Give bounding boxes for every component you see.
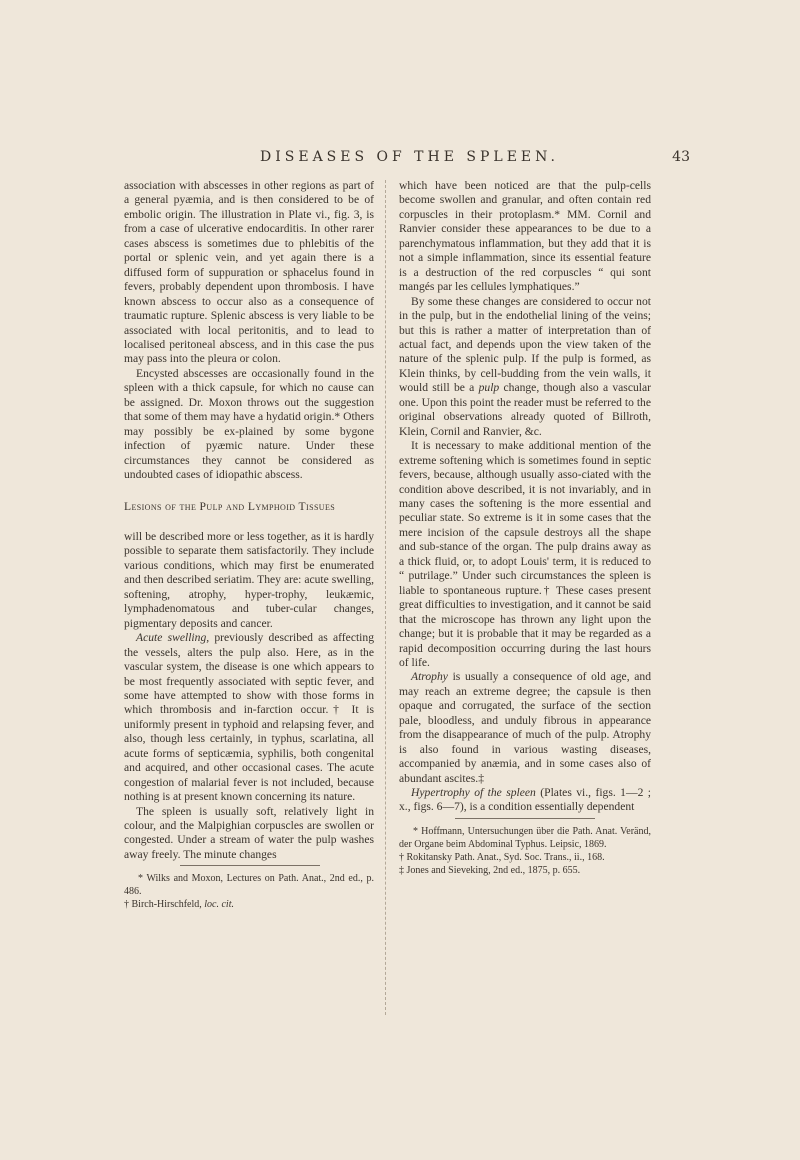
footnote: ‡ Jones and Sieveking, 2nd ed., 1875, p. 655. — [399, 864, 581, 876]
italic-term: Acute swelling, — [136, 631, 210, 645]
italic-term: Atrophy — [411, 670, 448, 684]
page-number: 43 — [672, 149, 690, 165]
paragraph — [399, 295, 651, 440]
paragraph: The spleen is usually soft, relatively light in colour, and the Malpighian corpuscles are swollen or congested. Under a stream of water the pulp washes away freely. The minute changes — [124, 804, 374, 861]
footnote-italic: loc. cit. — [204, 899, 234, 911]
paragraph — [399, 670, 651, 786]
footnote-rule — [455, 818, 595, 819]
footnote-rule — [180, 865, 320, 866]
paragraph — [399, 786, 651, 815]
column-divider — [385, 180, 387, 1015]
footnote-text: † Birch-Hirschfeld, — [124, 899, 205, 911]
running-title: DISEASES OF THE SPLEEN. — [260, 149, 559, 165]
left-column — [124, 179, 374, 911]
paragraph: association with abscesses in other regions as part of a general pyæmia, and is then considered to be of embolic origin. The illustration in Plate vi., fig. 3, is from a case of ulcerative endocarditis. In other rarer cases abscess is sometimes due to phlebitis of the portal or splenic vein, and yet again there is a diffused form of suppuration or sphacelus found in fevers, probably dependent upon thrombosis. I have known abscess to occur also as a consequence of traumatic rupture. Splenic abscess is very liable to be associated with local peritonitis, and to lead to localised peritoneal abscess, and in this case the pus may pass into the pleura or colon. — [124, 179, 374, 366]
paragraph-text: change, though also a vascular one. Upon this point the reader must be referred to the original observations already quoted of Billroth, Klein, Cornil and Ranvier, &c. — [399, 381, 651, 438]
footnote — [124, 898, 374, 911]
paragraph-text: (Plates vi., figs. 1—2 ; x., figs. 6—7), is a condition essentially dependent — [399, 786, 651, 814]
paragraph-text: is usually a consequence of old age, and may reach an extreme degree; the capsule is then opaque and corrugated, the surface of the section pale, bloodless, and unduly fibrous in appearance from the disappearance of much of the pulp. Atrophy is also found in various wasting diseases, accompanied by anæmia, and in some cases also of abundant ascites.‡ — [399, 670, 651, 785]
paragraph: It is necessary to make additional mention of the extreme softening which is sometimes found in septic fevers, because, although usually asso-ciated with the condition above described, it is not invariably, and in many cases the softening is the more essential and peculiar state. So extreme is it in some cases that the mere incision of the capsule destroys all the shape and sub-stance of the organ. The pulp drains away as a thick fluid, or, to adopt Louis' term, it is reduced to “ putrilage.” Under such circumstances the spleen is liable to spontaneous rupture.† These cases present great difficulties to investigation, and it cannot be said that the microscope has thrown any light upon the change; but it is probable that it may be regarded as a rapid decomposition occurring during the last hours of life. — [399, 439, 651, 669]
footnote: * Hoffmann, Untersuchungen über die Path. Anat. Veränd, der Organe beim Abdominal Typhus. Leipsic, 1869. — [399, 825, 651, 850]
paragraph: will be described more or less together, as it is hardly possible to separate them satisfactorily. They include various conditions, which may first be enumerated and then described seriatim. They are: acute swelling, softening, atrophy, hyper-trophy, leukæmic, lymphadenomatous and tuber-cular changes, pigmentary deposits and cancer. — [124, 529, 374, 630]
italic-term: pulp — [478, 381, 500, 395]
paragraph — [124, 631, 374, 804]
paragraph: which have been noticed are that the pulp-cells become swollen and granular, and often contain red corpuscles in their protoplasm.* MM. Cornil and Ranvier consider these appearances to be due to a parenchymatous inflammation, but they add that it is not a simple inflammation, since its essential feature is a destruction of the red corpuscles “ qui sont mangés par les cellules lymphatiques.” — [399, 179, 651, 294]
footnote: * Wilks and Moxon, Lectures on Path. Anat., 2nd ed., p. 486. — [124, 873, 374, 898]
running-header — [120, 149, 690, 169]
italic-term: Hypertrophy of the spleen — [411, 786, 536, 800]
paragraph: Encysted abscesses are occasionally found in the spleen with a thick capsule, for which no cause can be assigned. Dr. Moxon throws out the suggestion that some of them may have a hydatid origin.* Others may possibly be ex-plained by some bygone infection of pyæmic nature. Under these circumstances they cannot be considered as undoubted cases of idiopathic abscess. — [124, 366, 374, 482]
footnote: † Rokitansky Path. Anat., Syd. Soc. Trans., ii., 168. — [399, 851, 605, 863]
right-column — [399, 179, 651, 877]
paragraph-text: previously described as affecting the vessels, alters the pulp also. Here, as in the vascular system, the disease is one which appears to be most frequently associated with septic fever, and some have attempted to show with those forms in which thrombosis and in-farction occur.† It is uniformly present in typhoid and relapsing fever, and also, though less certainly, in typhus, scarlatina, all acute forms of septicæmia, syphilis, both congenital and acquired, and other occasional cases. The acute congestion of malarial fever is not included, because nothing is at present known concerning its nature. — [124, 631, 374, 804]
section-heading: Lesions of the Pulp and Lymphoid Tissues — [124, 499, 336, 513]
paragraph-text: By some these changes are considered to occur not in the pulp, but in the endothelial lining of the veins; but this is rather a matter of interpretation than of actual fact, and depends upon the view taken of the nature of the splenic pulp. If the pulp is formed, as Klein thinks, by cell-budding from the vein walls, it would still be a — [399, 294, 651, 395]
